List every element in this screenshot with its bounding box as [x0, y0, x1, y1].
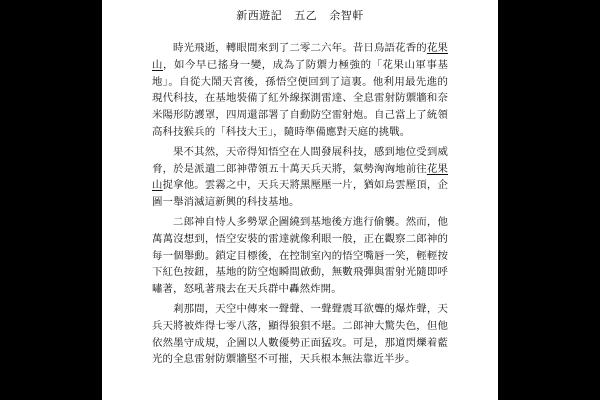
- paragraph-text: ，如今早已搖身一變，成為了防禦力極強的「花果山軍事基地」。自從大鬧天宮後，孫悟空便回到了這裏。他利用最先進的現代科技，在基地裝備了紅外線探測雷達、全息雷射防禦牆和奈米陽形防護罩，四周還部署了自動防空雷射炮。自己當上了統領高科技猴兵的「科技大王」，隨時準備應對天庭的挑戰。: [152, 58, 448, 138]
- class-label: 五乙: [294, 9, 318, 22]
- story-title: 新西遊記: [236, 9, 283, 22]
- author-name: 余智軒: [329, 9, 364, 22]
- underlined-place-name: 花果山: [152, 42, 448, 71]
- paragraph: [152, 301, 448, 368]
- document-page: [102, 0, 498, 400]
- document-header: [102, 7, 498, 23]
- paragraph-text: 二郎神自恃人多勢眾企圖繞到基地後方進行偷襲。然而，他萬萬沒想到，悟空安裝的雷達就像利眼一般，正在觀察二郎神的每一個舉動。鎖定目標後，在控制室內的悟空嘴唇一笑，輕輕按下紅色按鈕，基地的防空炮瞬間啟動，無數飛彈與雷射光隨即呼嘯著，怒吼著飛去在天兵群中轟然炸開。: [152, 215, 448, 296]
- paragraph-text: 捉拿他。雲霧之中，天兵天將黑壓壓一片，猶如烏雲壓頂，企圖一舉消滅這新興的科技基地。: [152, 179, 448, 209]
- paragraph-text: 剎那間，天空中傳來一聲聲、一聲聲震耳欲聾的爆炸聲，天兵天將被炸得七零八落，顯得狼狽不堪。二郎神大驚失色，但他依然墨守成規，企圖以人數優勢正面猛攻。可是，那道閃爍着藍光的全息雷射防禦牆堅不可摧，天兵根本無法靠近半步。: [152, 302, 448, 366]
- paragraph: [152, 144, 448, 211]
- paragraph: [152, 214, 448, 298]
- paragraph-text: 果不其然，天帝得知悟空在人間發展科技，感到地位受到威脅，於是派遣二郎神帶領五十萬天兵天將，氣勢洶洶地前往: [152, 145, 448, 175]
- underlined-place-name: 花果山: [152, 162, 448, 192]
- paragraph: [152, 40, 448, 141]
- document-body: [152, 40, 448, 371]
- paragraph-text: 時光飛逝，轉眼間來到了二零二六年。昔日鳥語花香的: [173, 42, 427, 54]
